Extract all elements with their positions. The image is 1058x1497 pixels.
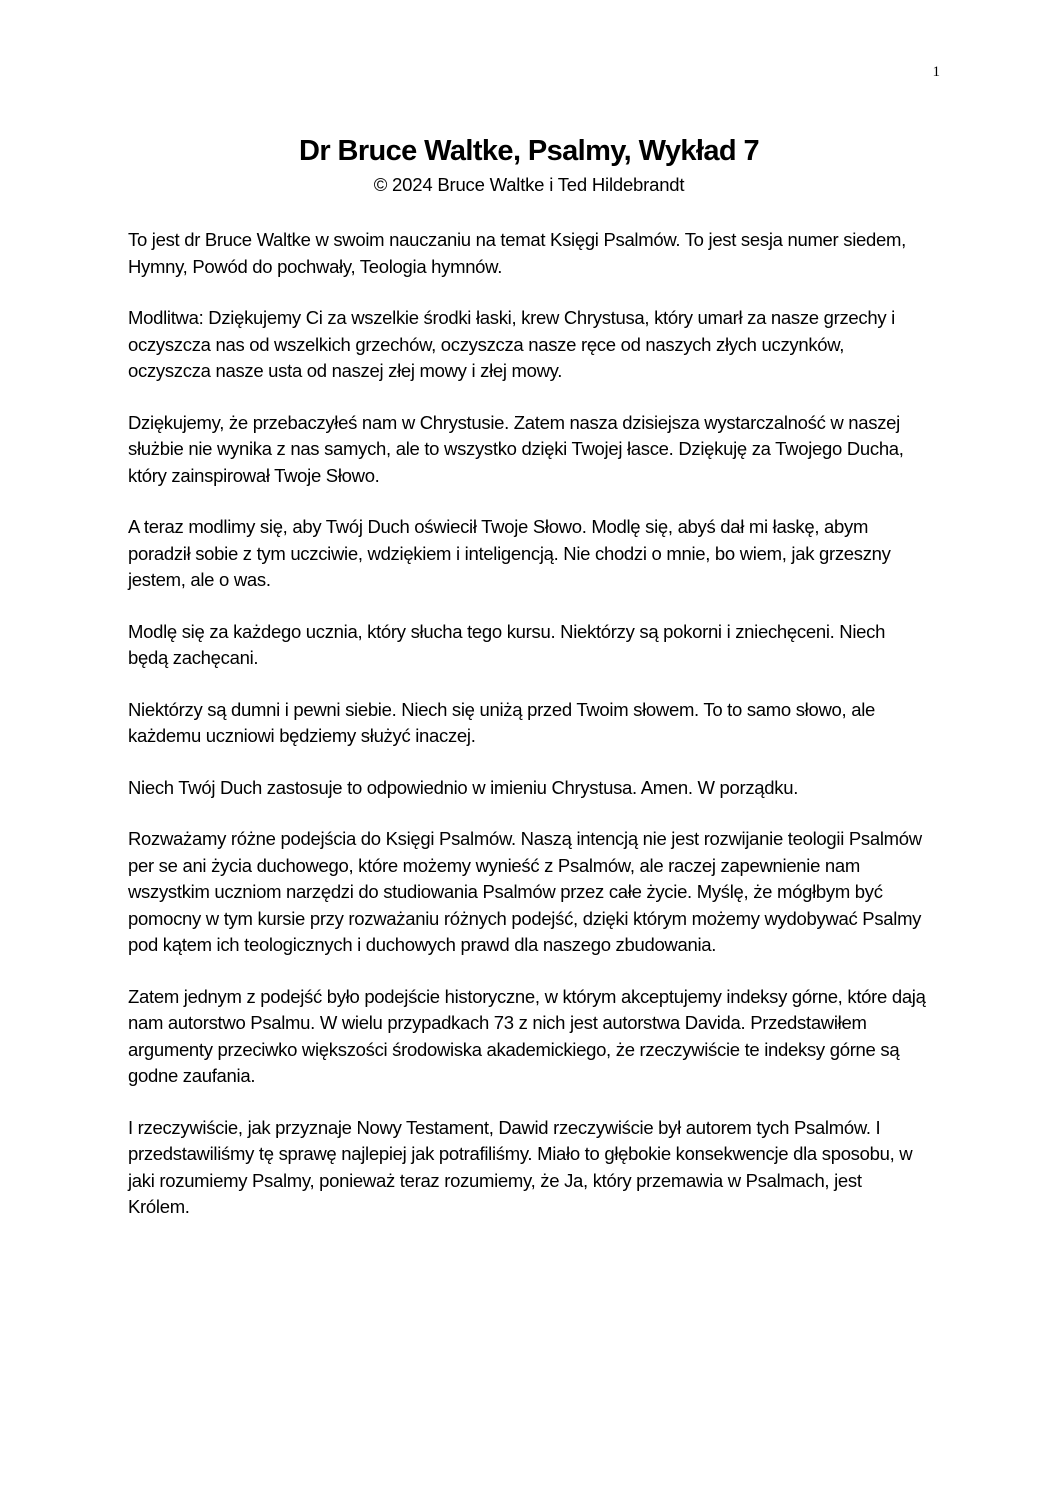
- paragraph: Rozważamy różne podejścia do Księgi Psalmów. Naszą intencją nie jest rozwijanie teologii Psalmów per se ani życia duchowego, które możemy wynieść z Psalmów, ale raczej zapewnienie nam wszystkim uczniom narzędzi do studiowania Psalmów przez całe życie. Myślę, że mógłbym być pomocny w tym kursie przy rozważaniu różnych podejść, dzięki którym możemy wydobywać Psalmy pod kątem ich teologicznych i duchowych prawd dla naszego zbudowania.: [128, 828, 922, 955]
- document-body: [128, 227, 928, 1246]
- copyright-line: © 2024 Bruce Waltke i Ted Hildebrandt: [373, 174, 685, 195]
- document-title: Dr Bruce Waltke, Psalmy, Wykład 7: [299, 135, 759, 167]
- paragraph: Niektórzy są dumni i pewni siebie. Niech się uniżą przed Twoim słowem. To to samo słowo, ale każdemu uczniowi będziemy służyć inaczej.: [128, 698, 875, 746]
- paragraph: I rzeczywiście, jak przyznaje Nowy Testament, Dawid rzeczywiście był autorem tych Psalmów. I przedstawiliśmy tę sprawę najlepiej jak potrafiliśmy. Miało to głębokie konsekwencje dla sposobu, w jaki rozumiemy Psalmy, ponieważ teraz rozumiemy, że Ja, który przemawia w Psalmach, jest Królem.: [128, 1116, 913, 1217]
- paragraph: Zatem jednym z podejść było podejście historyczne, w którym akceptujemy indeksy górne, które dają nam autorstwo Psalmu. W wielu przypadkach 73 z nich jest autorstwa Davida. Przedstawiłem argumenty przeciwko większości środowiska akademickiego, że rzeczywiście te indeksy górne są godne zaufania.: [128, 985, 926, 1086]
- paragraph: Modlitwa: Dziękujemy Ci za wszelkie środki łaski, krew Chrystusa, który umarł za nasze grzechy i oczyszcza nas od wszelkich grzechów, oczyszcza nasze ręce od naszych złych uczynków, oczyszcza nasze usta od naszej złej mowy i złej mowy.: [128, 307, 895, 381]
- paragraph: Modlę się za każdego ucznia, który słucha tego kursu. Niektórzy są pokorni i zniechęceni. Niech będą zachęcani.: [128, 620, 886, 668]
- page-number: 1: [932, 64, 940, 80]
- document-header: [0, 131, 1058, 198]
- paragraph: Dziękujemy, że przebaczyłeś nam w Chrystusie. Zatem nasza dzisiejsza wystarczalność w naszej służbie nie wynika z nas samych, ale to wszystko dzięki Twojej łasce. Dziękuję za Twojego Ducha, który zainspirował Twoje Słowo.: [128, 411, 904, 486]
- paragraph: A teraz modlimy się, aby Twój Duch oświecił Twoje Słowo. Modlę się, abyś dał mi łaskę, abym poradził sobie z tym uczciwie, wdziękiem i inteligencją. Nie chodzi o mnie, bo wiem, jak grzeszny jestem, ale o was.: [128, 516, 891, 590]
- paragraph: To jest dr Bruce Waltke w swoim nauczaniu na temat Księgi Psalmów. To jest sesja numer siedem, Hymny, Powód do pochwały, Teologia hymnów.: [128, 229, 906, 277]
- paragraph: Niech Twój Duch zastosuje to odpowiednio w imieniu Chrystusa. Amen. W porządku.: [128, 776, 799, 798]
